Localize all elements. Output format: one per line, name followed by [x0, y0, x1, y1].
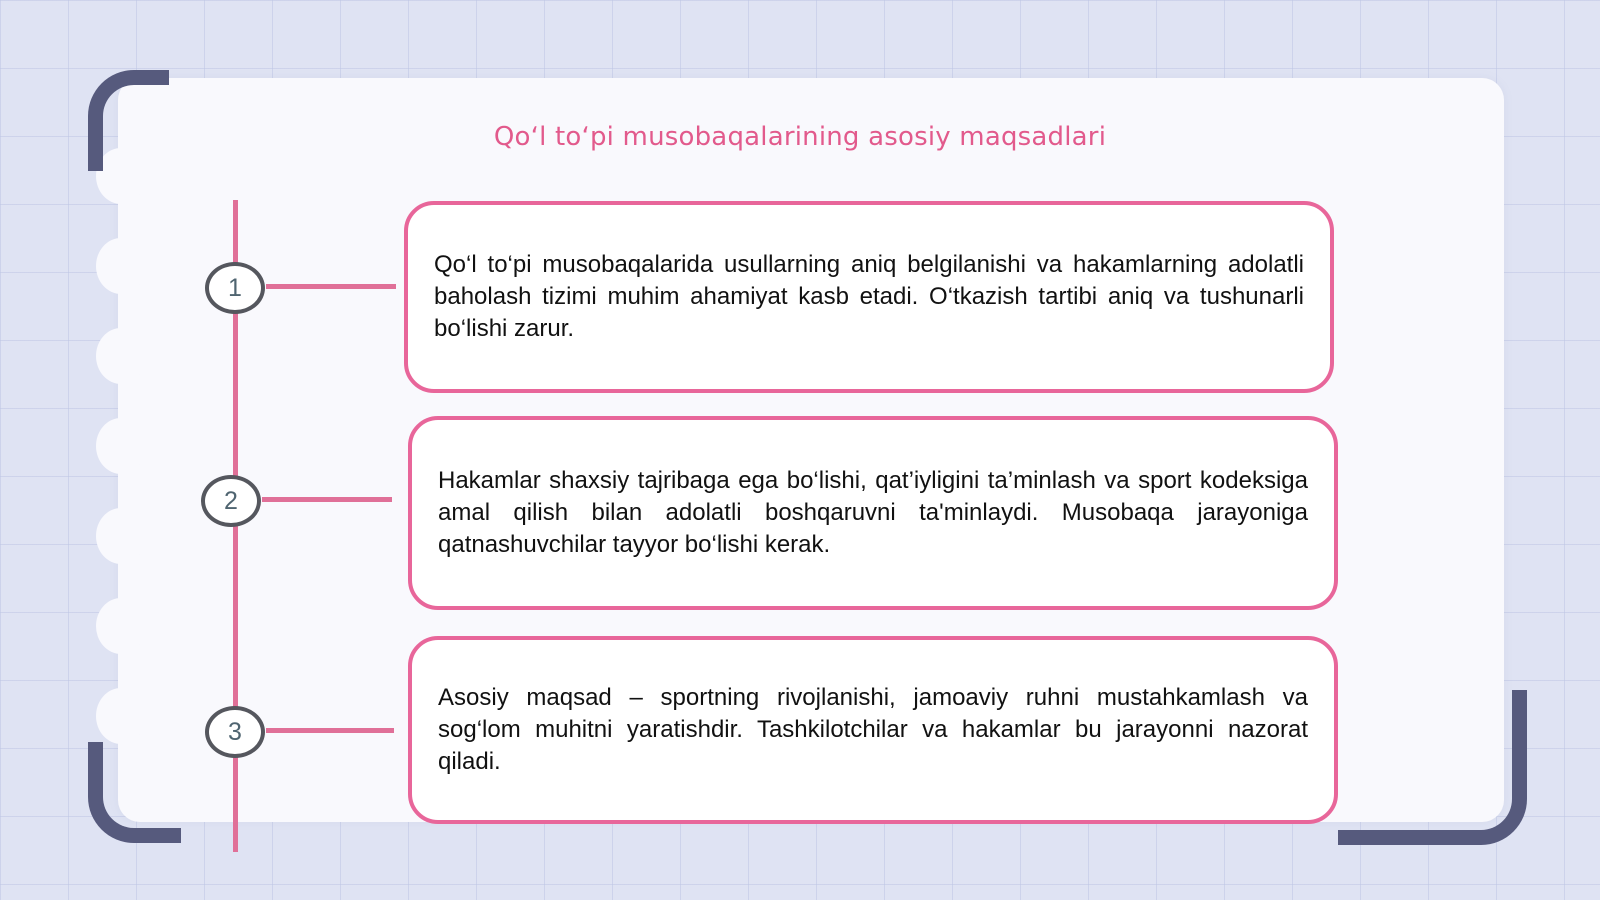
- paper-notch: [96, 598, 146, 654]
- corner-bracket-top-left: [88, 70, 169, 171]
- step-card-3: [408, 636, 1338, 824]
- step-card-text: Qo‘l to‘pi musobaqalarida usullarning aniq belgilanishi va hakamlarning adolatli baholash tizimi muhim ahamiyat kasb etadi. O‘tkazish tartibi aniq va tushunarli bo‘lishi zarur.: [434, 251, 1304, 342]
- paper-notch: [96, 688, 146, 744]
- step-connector: [262, 497, 392, 502]
- step-number-badge: 1: [205, 262, 265, 314]
- step-card-2: [408, 416, 1338, 610]
- paper-notch: [96, 508, 146, 564]
- paper-notch: [96, 328, 146, 384]
- step-number-badge: 3: [205, 706, 265, 758]
- step-card-1: [404, 201, 1334, 393]
- step-connector: [266, 284, 396, 289]
- slide-title: Qoʻl toʻpi musobaqalarining asosiy maqsadlari: [493, 122, 1107, 152]
- step-number-badge: 2: [201, 475, 261, 527]
- corner-bracket-bottom-right: [1338, 690, 1527, 845]
- paper-notch: [96, 238, 146, 294]
- step-connector: [266, 728, 394, 733]
- step-card-text: Asosiy maqsad – sportning rivojlanishi, jamoaviy ruhni mustahkamlash va sog‘lom muhitni yaratishdir. Tashkilotchilar va hakamlar bu jarayonni nazorat qiladi.: [438, 684, 1308, 775]
- corner-bracket-bottom-left: [88, 742, 181, 843]
- paper-notch: [96, 418, 146, 474]
- step-card-text: Hakamlar shaxsiy tajribaga ega bo‘lishi, qat’iyligini ta’minlash va sport kodeksiga amal qilish bilan adolatli boshqaruvni ta'minlaydi. Musobaqa jarayoniga qatnashuvchilar tayyor bo‘lishi kerak.: [438, 467, 1308, 558]
